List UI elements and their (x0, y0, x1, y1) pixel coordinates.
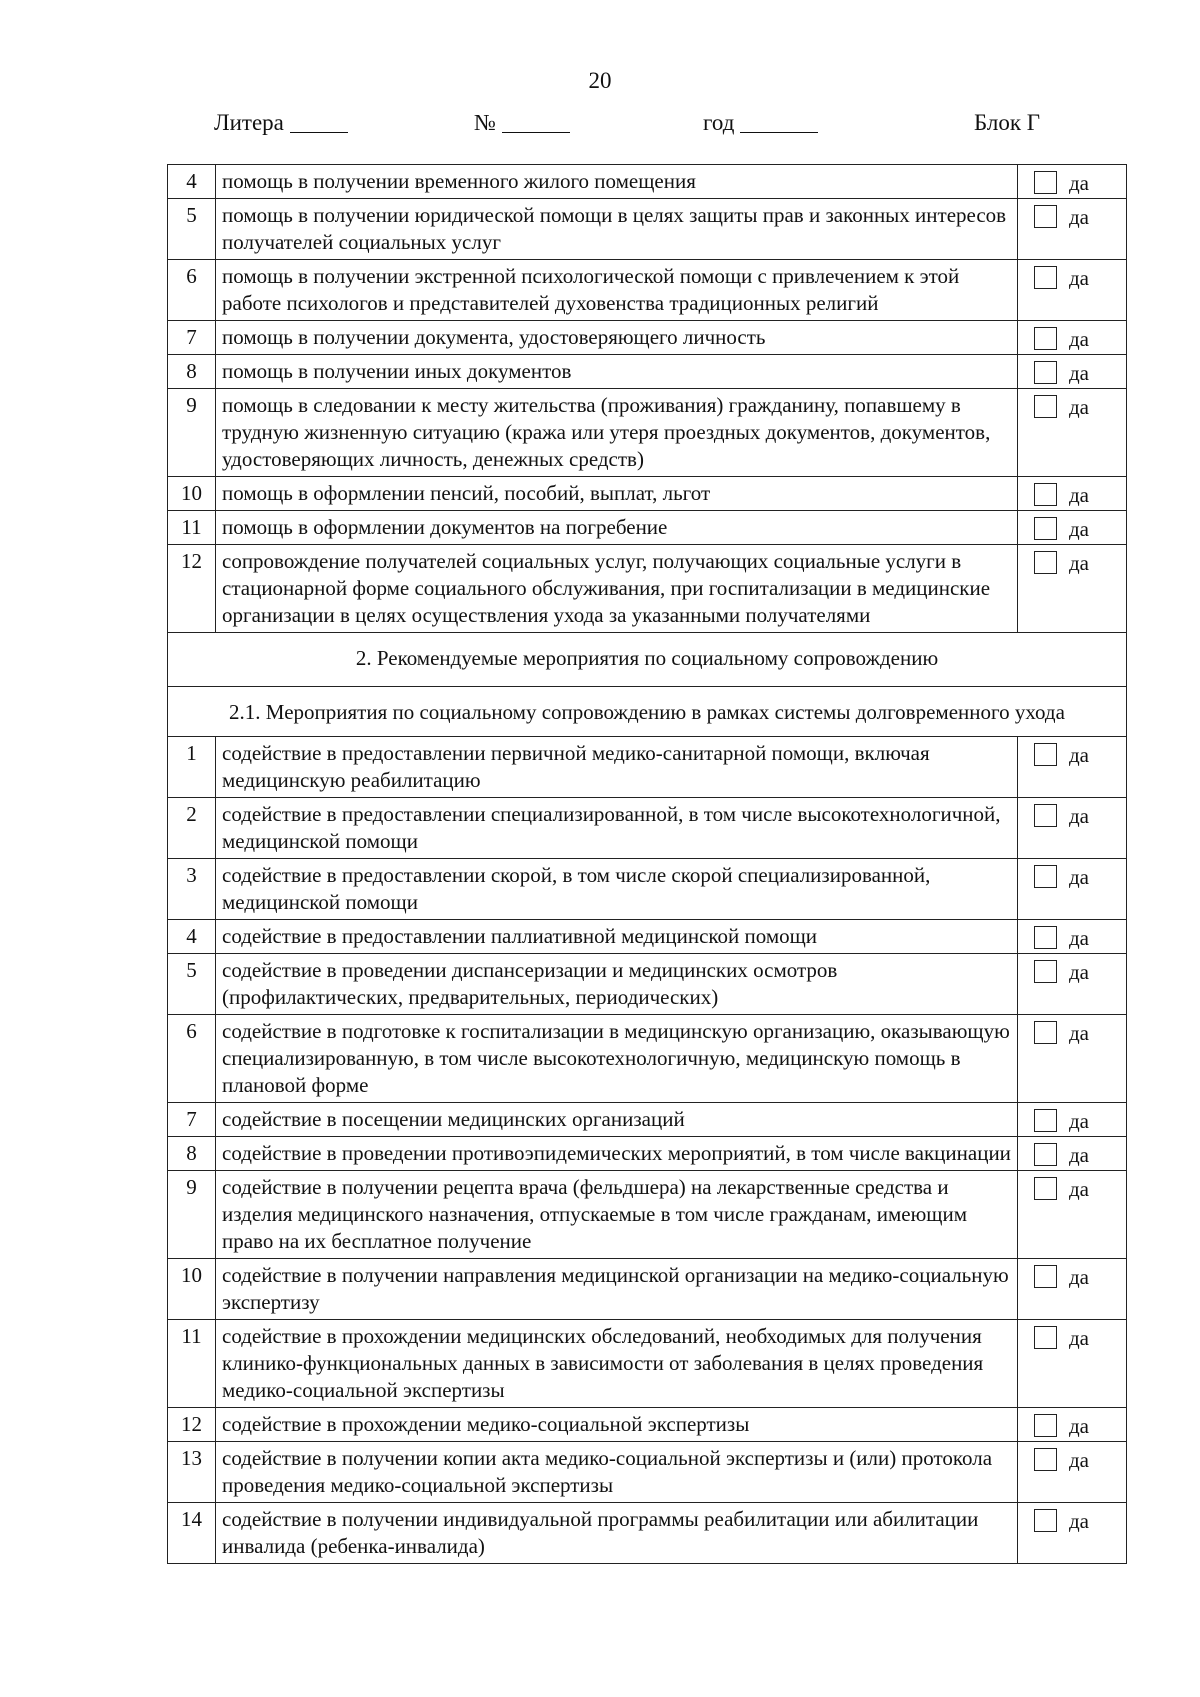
row-text: помощь в получении иных документов (216, 355, 1018, 389)
litera-label: Литера (214, 110, 284, 135)
yes-checkbox[interactable] (1034, 266, 1057, 289)
row-number: 10 (168, 1259, 216, 1320)
yes-label: да (1069, 926, 1090, 950)
table-row (168, 1171, 1127, 1259)
section21-title: 2.1. Мероприятия по социальному сопровождению в рамках системы долговременного ухода (168, 687, 1127, 737)
table-row (168, 1503, 1127, 1564)
yes-label: да (1069, 865, 1090, 889)
row-number: 3 (168, 859, 216, 920)
year-label: год (703, 110, 735, 135)
year-blank[interactable] (740, 110, 818, 133)
yes-label: да (1069, 1109, 1090, 1133)
row-checkbox-cell (1018, 260, 1127, 321)
row-checkbox-cell (1018, 389, 1127, 477)
yes-checkbox[interactable] (1034, 327, 1057, 350)
form-header (0, 110, 1200, 140)
yes-label: да (1069, 1326, 1090, 1350)
table-row (168, 1259, 1127, 1320)
row-text: содействие в предоставлении паллиативной медицинской помощи (216, 920, 1018, 954)
yes-checkbox[interactable] (1034, 865, 1057, 888)
yes-checkbox[interactable] (1034, 804, 1057, 827)
yes-label: да (1069, 1177, 1090, 1201)
yes-checkbox[interactable] (1034, 926, 1057, 949)
table-row (168, 321, 1127, 355)
row-text: содействие в прохождении медико-социальной экспертизы (216, 1408, 1018, 1442)
yes-label: да (1069, 327, 1090, 351)
year-field (703, 110, 818, 136)
table-row (168, 545, 1127, 633)
row-checkbox-cell (1018, 798, 1127, 859)
yes-checkbox[interactable] (1034, 361, 1057, 384)
row-checkbox-cell (1018, 1103, 1127, 1137)
litera-blank[interactable] (290, 110, 348, 133)
row-number: 1 (168, 737, 216, 798)
yes-label: да (1069, 205, 1090, 229)
row-checkbox-cell (1018, 355, 1127, 389)
yes-checkbox[interactable] (1034, 1109, 1057, 1132)
row-checkbox-cell (1018, 477, 1127, 511)
row-checkbox-cell (1018, 1259, 1127, 1320)
row-number: 8 (168, 1137, 216, 1171)
row-checkbox-cell (1018, 1171, 1127, 1259)
row-text: помощь в получении временного жилого помещения (216, 165, 1018, 199)
row-number: 5 (168, 954, 216, 1015)
row-text: помощь в получении экстренной психологической помощи с привлечением к этой работе психологов и представителей духовенства традиционных религий (216, 260, 1018, 321)
row-text: содействие в проведении диспансеризации и медицинских осмотров (профилактических, предварительных, периодических) (216, 954, 1018, 1015)
table-part1 (168, 165, 1127, 633)
row-number: 11 (168, 1320, 216, 1408)
yes-checkbox[interactable] (1034, 1448, 1057, 1471)
yes-checkbox[interactable] (1034, 205, 1057, 228)
table-row (168, 1408, 1127, 1442)
row-checkbox-cell (1018, 165, 1127, 199)
row-checkbox-cell (1018, 321, 1127, 355)
row-text: содействие в прохождении медицинских обследований, необходимых для получения клинико-функциональных данных в зависимости от заболевания в целях проведения медико-социальной экспертизы (216, 1320, 1018, 1408)
row-text: содействие в получении рецепта врача (фельдшера) на лекарственные средства и изделия медицинского назначения, отпускаемые в том числе гражданам, имеющим право на их бесплатное получение (216, 1171, 1018, 1259)
row-number: 8 (168, 355, 216, 389)
row-checkbox-cell (1018, 737, 1127, 798)
row-checkbox-cell (1018, 545, 1127, 633)
table-row (168, 920, 1127, 954)
row-number: 13 (168, 1442, 216, 1503)
row-text: помощь в получении юридической помощи в целях защиты прав и законных интересов получателей социальных услуг (216, 199, 1018, 260)
litera-field (214, 110, 348, 136)
row-checkbox-cell (1018, 954, 1127, 1015)
table-row (168, 859, 1127, 920)
row-checkbox-cell (1018, 1408, 1127, 1442)
table-row (168, 954, 1127, 1015)
number-blank[interactable] (502, 110, 570, 133)
row-text: содействие в предоставлении скорой, в том числе скорой специализированной, медицинской помощи (216, 859, 1018, 920)
yes-label: да (1069, 743, 1090, 767)
yes-checkbox[interactable] (1034, 395, 1057, 418)
table-row (168, 355, 1127, 389)
row-number: 11 (168, 511, 216, 545)
row-number: 10 (168, 477, 216, 511)
row-text: сопровождение получателей социальных услуг, получающих социальные услуги в стационарной форме социального обслуживания, при госпитализации в медицинские организации в целях осуществления ухода за указанными получателями (216, 545, 1018, 633)
row-number: 5 (168, 199, 216, 260)
yes-label: да (1069, 960, 1090, 984)
yes-label: да (1069, 361, 1090, 385)
table-row (168, 260, 1127, 321)
yes-label: да (1069, 1448, 1090, 1472)
table-row (168, 737, 1127, 798)
table-row (168, 389, 1127, 477)
row-checkbox-cell (1018, 859, 1127, 920)
row-checkbox-cell (1018, 920, 1127, 954)
yes-label: да (1069, 517, 1090, 541)
yes-checkbox[interactable] (1034, 743, 1057, 766)
yes-checkbox[interactable] (1034, 1326, 1057, 1349)
page-number: 20 (588, 68, 612, 93)
section2-title: 2. Рекомендуемые мероприятия по социальному сопровождению (168, 633, 1127, 687)
table-part2 (168, 737, 1127, 1564)
row-number: 7 (168, 321, 216, 355)
row-text: содействие в предоставлении первичной медико-санитарной помощи, включая медицинскую реабилитацию (216, 737, 1018, 798)
yes-checkbox[interactable] (1034, 517, 1057, 540)
row-checkbox-cell (1018, 1137, 1127, 1171)
row-checkbox-cell (1018, 1320, 1127, 1408)
row-text: помощь в оформлении документов на погребение (216, 511, 1018, 545)
row-number: 6 (168, 260, 216, 321)
yes-checkbox[interactable] (1034, 1177, 1057, 1200)
yes-checkbox[interactable] (1034, 171, 1057, 194)
yes-label: да (1069, 804, 1090, 828)
table-row (168, 1015, 1127, 1103)
row-text: помощь в оформлении пенсий, пособий, выплат, льгот (216, 477, 1018, 511)
yes-label: да (1069, 1414, 1090, 1438)
yes-label: да (1069, 395, 1090, 419)
row-text: содействие в получении индивидуальной программы реабилитации или абилитации инвалида (ребенка-инвалида) (216, 1503, 1018, 1564)
row-number: 6 (168, 1015, 216, 1103)
section21-row (168, 687, 1127, 737)
row-number: 14 (168, 1503, 216, 1564)
row-checkbox-cell (1018, 1015, 1127, 1103)
row-checkbox-cell (1018, 199, 1127, 260)
yes-checkbox[interactable] (1034, 1509, 1057, 1532)
row-number: 4 (168, 920, 216, 954)
number-field (474, 110, 570, 136)
yes-checkbox[interactable] (1034, 1143, 1057, 1166)
row-checkbox-cell (1018, 511, 1127, 545)
row-number: 4 (168, 165, 216, 199)
yes-label: да (1069, 266, 1090, 290)
row-number: 12 (168, 1408, 216, 1442)
table-row (168, 1442, 1127, 1503)
table-row (168, 1137, 1127, 1171)
row-number: 12 (168, 545, 216, 633)
row-text: содействие в получении копии акта медико-социальной экспертизы и (или) протокола проведения медико-социальной экспертизы (216, 1442, 1018, 1503)
yes-label: да (1069, 171, 1090, 195)
row-number: 7 (168, 1103, 216, 1137)
services-table (167, 164, 1127, 1564)
yes-label: да (1069, 551, 1090, 575)
yes-label: да (1069, 1143, 1090, 1167)
table-row (168, 477, 1127, 511)
table-section-headers (168, 633, 1127, 737)
row-number: 9 (168, 1171, 216, 1259)
section2-row (168, 633, 1127, 687)
yes-label: да (1069, 1265, 1090, 1289)
yes-checkbox[interactable] (1034, 1414, 1057, 1437)
table-row (168, 165, 1127, 199)
table-row (168, 511, 1127, 545)
yes-label: да (1069, 483, 1090, 507)
row-text: помощь в следовании к месту жительства (проживания) гражданину, попавшему в трудную жизненную ситуацию (кража или утеря проездных документов, документов, удостоверяющих личность, денежных средств) (216, 389, 1018, 477)
table-row (168, 1320, 1127, 1408)
row-text: содействие в подготовке к госпитализации в медицинскую организацию, оказывающую специализированную, в том числе высокотехнологичную, медицинскую помощь в плановой форме (216, 1015, 1018, 1103)
row-checkbox-cell (1018, 1503, 1127, 1564)
number-label: № (474, 110, 496, 135)
yes-label: да (1069, 1021, 1090, 1045)
yes-checkbox[interactable] (1034, 551, 1057, 574)
table-row (168, 1103, 1127, 1137)
row-text: содействие в проведении противоэпидемических мероприятий, в том числе вакцинации (216, 1137, 1018, 1171)
yes-checkbox[interactable] (1034, 1021, 1057, 1044)
table-row (168, 798, 1127, 859)
row-number: 9 (168, 389, 216, 477)
block-label: Блок Г (974, 110, 1041, 135)
row-number: 2 (168, 798, 216, 859)
yes-checkbox[interactable] (1034, 1265, 1057, 1288)
row-checkbox-cell (1018, 1442, 1127, 1503)
yes-label: да (1069, 1509, 1090, 1533)
table-row (168, 199, 1127, 260)
row-text: содействие в посещении медицинских организаций (216, 1103, 1018, 1137)
row-text: содействие в получении направления медицинской организации на медико-социальную экспертизу (216, 1259, 1018, 1320)
yes-checkbox[interactable] (1034, 483, 1057, 506)
row-text: содействие в предоставлении специализированной, в том числе высокотехнологичной, медицинской помощи (216, 798, 1018, 859)
row-text: помощь в получении документа, удостоверяющего личность (216, 321, 1018, 355)
yes-checkbox[interactable] (1034, 960, 1057, 983)
